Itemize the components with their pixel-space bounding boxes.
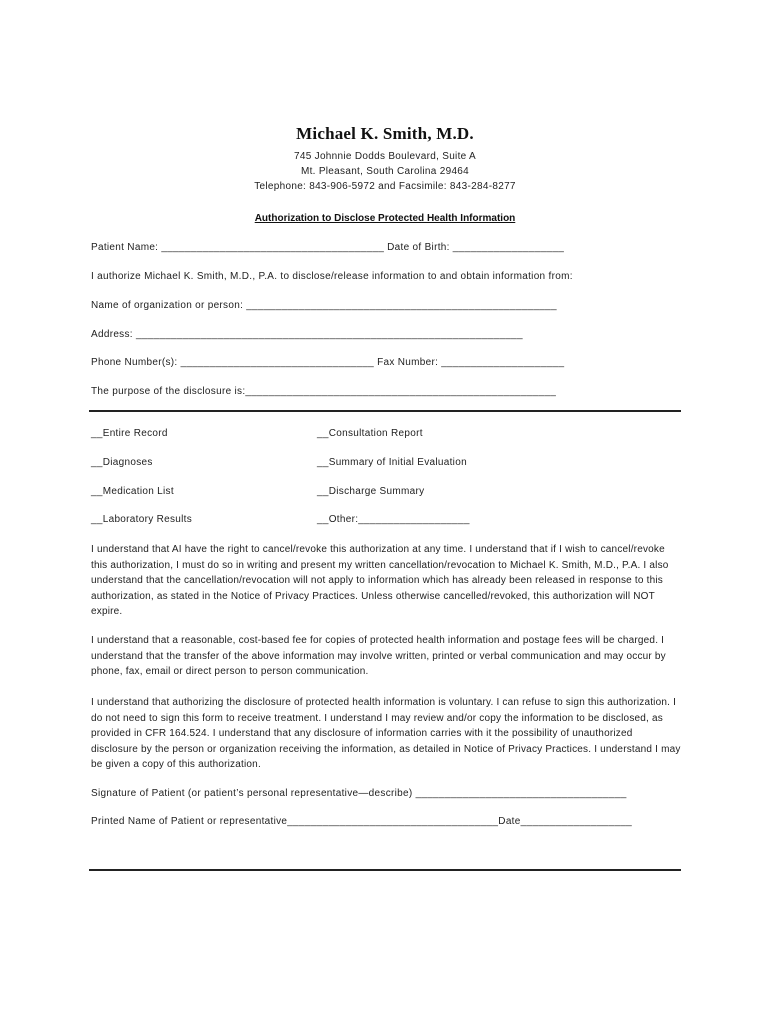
- physician-name: Michael K. Smith, M.D.: [296, 124, 474, 143]
- address-line-1: 745 Johnnie Dodds Boulevard, Suite A: [293, 151, 477, 162]
- signature-field[interactable]: Signature of Patient (or patient’s personal representative—describe) ____________________________________: [91, 788, 627, 799]
- fee-paragraph: I understand that a reasonable, cost-based fee for copies of protected health information and postage fees will be charged. I understand that the transfer of the above information may involve written, printed or verbal communication and may occur by phone, fax, email or direct person to person communication.: [91, 635, 666, 677]
- checkbox-entire-record[interactable]: __Entire Record: [91, 428, 168, 439]
- section-divider: [89, 410, 681, 412]
- bottom-divider: [89, 869, 681, 871]
- checkbox-discharge-summary[interactable]: __Discharge Summary: [317, 486, 425, 497]
- organization-field[interactable]: Name of organization or person: _____________________________________________________: [91, 300, 557, 311]
- address-field[interactable]: Address: __________________________________________________________________: [91, 329, 523, 340]
- voluntary-paragraph: I understand that authorizing the disclosure of protected health information is voluntary. I can refuse to sign this authorization. I do not need to sign this form to receive treatment. I understand I may review and/or copy the information to be disclosed, as provided in CFR 164.524. I understand that any disclosure of information carries with it the possibility of unauthorized disclosure by the person or organization receiving the information, as detailed in Notice of Privacy Practices. I understand I may be given a copy of this authorization.: [91, 697, 681, 770]
- patient-name-dob-field[interactable]: Patient Name: ______________________________________ Date of Birth: ___________________: [91, 242, 565, 253]
- printed-name-date-field[interactable]: Printed Name of Patient or representative____________________________________Date___________________: [91, 816, 632, 827]
- authorization-statement: I authorize Michael K. Smith, M.D., P.A. to disclose/release information to and obtain information from:: [91, 271, 573, 282]
- revocation-paragraph: I understand that AI have the right to cancel/revoke this authorization at any time. I understand that if I wish to cancel/revoke this authorization, I must do so in writing and present my written cancellation/revocation to Michael K. Smith, M.D., P.A. I also understand that the cancellation/revocation will not apply to information which has already been released in response to this authorization, as stated in the Notice of Privacy Practices. Unless otherwise cancelled/revoked, this authorization will NOT expire.: [91, 544, 669, 617]
- checkbox-laboratory-results[interactable]: __Laboratory Results: [91, 514, 193, 525]
- form-title: Authorization to Disclose Protected Health Information: [254, 213, 516, 224]
- checkbox-other[interactable]: __Other:___________________: [317, 514, 470, 525]
- checkbox-medication-list[interactable]: __Medication List: [91, 486, 174, 497]
- phone-fax-field[interactable]: Phone Number(s): _________________________________ Fax Number: _____________________: [91, 357, 565, 368]
- purpose-field[interactable]: The purpose of the disclosure is:_____________________________________________________: [91, 386, 557, 397]
- address-line-2: Mt. Pleasant, South Carolina 29464: [300, 166, 470, 177]
- checkbox-diagnoses[interactable]: __Diagnoses: [91, 457, 153, 468]
- checkbox-consultation-report[interactable]: __Consultation Report: [317, 428, 423, 439]
- checkbox-summary-initial-evaluation[interactable]: __Summary of Initial Evaluation: [317, 457, 467, 468]
- phone-fax-line: Telephone: 843-906-5972 and Facsimile: 843-284-8277: [254, 181, 516, 192]
